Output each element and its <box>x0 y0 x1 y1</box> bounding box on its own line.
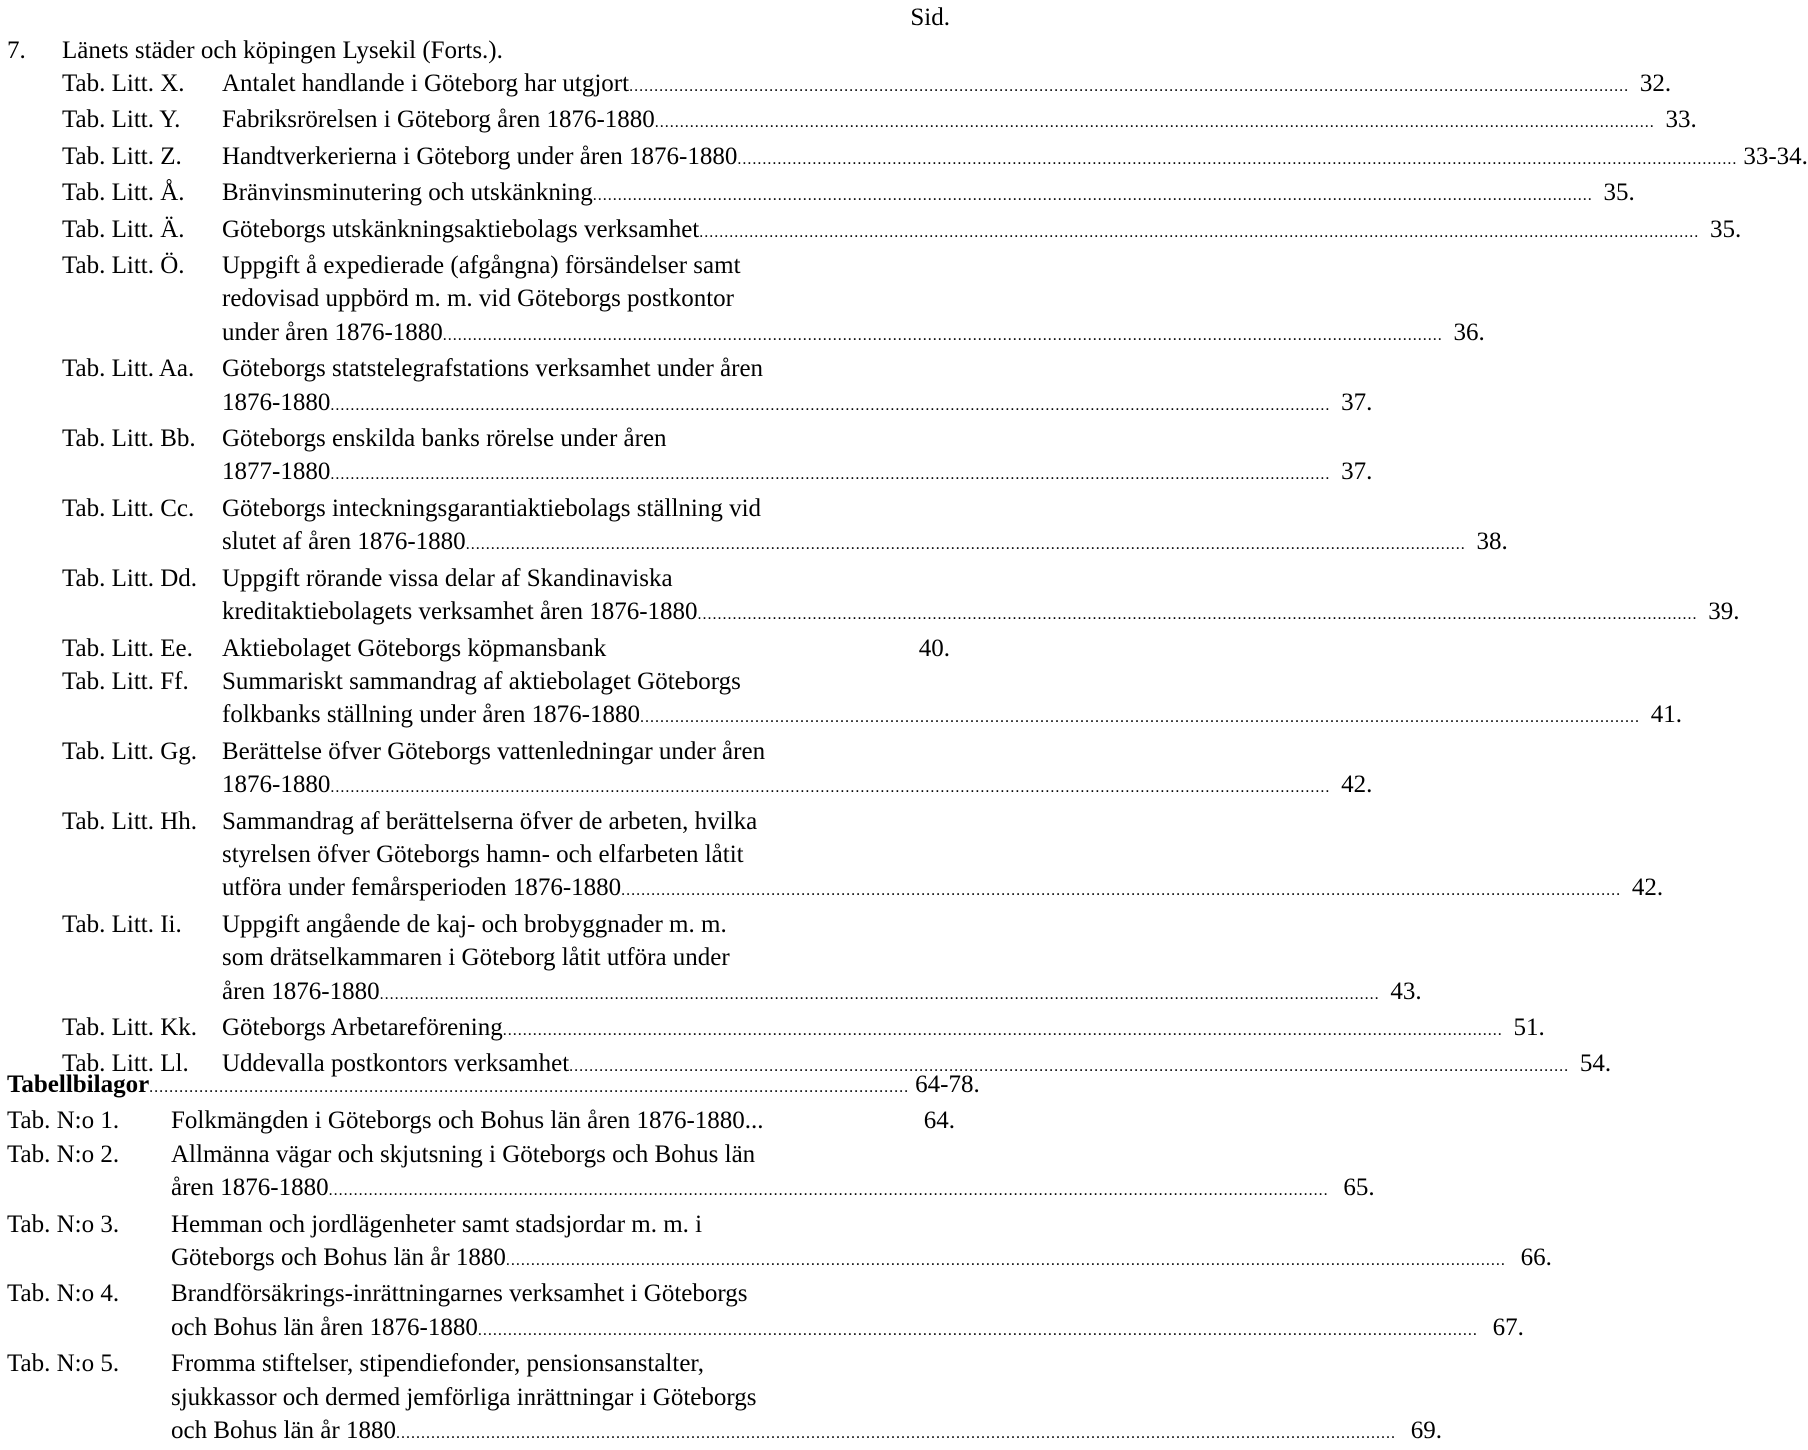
entry-page-number: 66. <box>1520 1244 1552 1272</box>
leader-dots: ........................................................................................................................................................................................................ <box>477 1321 1478 1339</box>
entry-label: Tab. Litt. Aa. <box>62 355 195 383</box>
entry-line-text: utföra under femårsperioden 1876-1880 <box>222 874 622 902</box>
leader-dots: ........................................................................................................................................................................................................ <box>465 536 1466 554</box>
entry-line <box>222 386 1372 422</box>
toc-entry <box>62 213 1742 249</box>
toc-entry <box>62 908 1422 1011</box>
entry-line-text: Göteborgs och Bohus län år 1880 <box>171 1244 506 1272</box>
toc-entry <box>62 562 1740 632</box>
toc-entry <box>62 67 1672 103</box>
leader-dots: ........................................................................................................................................................................................................ <box>621 882 1622 900</box>
entry-label: Tab. N:o 4. <box>7 1280 120 1308</box>
entry-label: Tab. Litt. Y. <box>62 106 181 134</box>
entry-page-number: 37. <box>1341 388 1373 416</box>
entry-line <box>222 698 1682 734</box>
entry-label: Tab. N:o 5. <box>7 1350 120 1378</box>
entry-line <box>171 1277 1524 1310</box>
entry-line-text: Göteborgs Arbetareförening <box>222 1013 503 1041</box>
toc-entry <box>7 1104 955 1137</box>
entry-text <box>171 1208 1552 1278</box>
entry-text <box>222 213 1741 249</box>
entry-line <box>222 249 1485 282</box>
section-title: Länets städer och köpingen Lysekil (Forts.). <box>62 37 503 64</box>
entry-text <box>222 632 950 665</box>
leader-dots: ........................................................................................................................................................................................................ <box>395 1425 1396 1443</box>
entry-text <box>222 805 1663 908</box>
toc-entry <box>62 422 1373 492</box>
entry-line-text: Hemman och jordlägenheter samt stadsjordar m. m. i <box>171 1210 703 1238</box>
entry-line <box>222 455 1372 491</box>
entry-line-text: Uppgift å expedierade (afgångna) försändelser samt <box>222 252 741 280</box>
entry-line <box>171 1381 1442 1414</box>
entry-line <box>222 735 1372 768</box>
entry-line <box>222 213 1741 249</box>
entry-line <box>171 1311 1524 1347</box>
entry-page-number: 69. <box>1410 1417 1442 1445</box>
entry-line <box>222 67 1671 103</box>
table-of-contents <box>62 67 1808 1084</box>
entry-text <box>222 735 1372 805</box>
leader-dots: ........................................................................................................................................................................................................ <box>697 606 1698 624</box>
entry-label: Tab. Litt. Kk. <box>62 1013 198 1041</box>
entry-line <box>222 103 1697 139</box>
entry-line-text: 1876-1880 <box>222 388 331 416</box>
entry-label: Tab. Litt. Å. <box>62 179 185 207</box>
entry-page-number: 64. <box>923 1107 955 1135</box>
entry-line-text: Antalet handlande i Göteborg har utgjort <box>222 70 630 97</box>
entry-line <box>222 838 1663 871</box>
entry-text <box>222 249 1485 352</box>
entry-line <box>171 1241 1552 1277</box>
entry-line <box>222 1011 1545 1047</box>
toc-entry <box>62 103 1697 139</box>
entry-text <box>222 176 1635 212</box>
leader-dots: ........................................................................................................................................................................................................ <box>505 1252 1506 1270</box>
leader-dots: ........................................................................................................................................................................................................ <box>330 466 1331 484</box>
entry-line <box>222 805 1663 838</box>
toc-entry <box>62 492 1508 562</box>
entry-page-number: 35. <box>1709 215 1742 243</box>
tabellbilagor-title: Tabellbilagor <box>7 1071 150 1098</box>
entry-line-text: Aktiebolaget Göteborgs köpmansbank <box>222 634 607 662</box>
entry-line-text: Uddevalla postkontors verksamhet <box>222 1050 570 1078</box>
entry-label: Tab. Litt. Cc. <box>62 494 195 522</box>
entry-line <box>171 1171 1375 1207</box>
entry-line <box>222 871 1663 907</box>
entry-line <box>222 908 1422 941</box>
entry-line-text: Göteborgs statstelegrafstations verksamhet under åren <box>222 355 764 383</box>
tabellbilagor-heading <box>7 1068 980 1104</box>
entry-line-text: Göteborgs enskilda banks rörelse under åren <box>222 425 667 453</box>
toc-entry <box>62 176 1635 212</box>
entry-line-text: Uppgift angående de kaj- och brobyggnader m. m. <box>222 910 727 938</box>
entry-text <box>171 1138 1375 1208</box>
entry-line <box>222 492 1508 525</box>
entry-label: Tab. Litt. Ö. <box>62 252 185 280</box>
entry-line-text: redovisad uppbörd m. m. vid Göteborgs postkontor <box>222 285 734 313</box>
entry-line <box>222 975 1422 1011</box>
entry-line-text: 1877-1880 <box>222 458 331 486</box>
entry-page-number: 67. <box>1492 1313 1524 1341</box>
entry-line-text: under åren 1876-1880 <box>222 318 443 346</box>
entry-label: Tab. Litt. Ä. <box>62 215 185 243</box>
entry-page-number: 38. <box>1476 528 1508 556</box>
entry-line-text: åren 1876-1880 <box>171 1174 329 1202</box>
entry-line-text: Handtverkerierna i Göteborg under åren 1876-1880 <box>222 142 738 170</box>
entry-page-number: 51. <box>1513 1013 1545 1041</box>
entry-line-text: slutet af åren 1876-1880 <box>222 528 466 556</box>
toc-entry <box>62 735 1373 805</box>
entry-label: Tab. Litt. Gg. <box>62 737 198 765</box>
entry-page-number: 39. <box>1708 598 1740 626</box>
entry-line <box>171 1347 1442 1380</box>
entry-line <box>171 1414 1442 1450</box>
entry-line-text: Folkmängden i Göteborgs och Bohus län åren 1876-1880... <box>171 1107 764 1135</box>
entry-text <box>171 1277 1524 1347</box>
entry-text <box>222 562 1740 632</box>
leader-dots: ........................................................................................................................................................................................................ <box>330 396 1331 414</box>
leader-dots: ........................................................................................................................................................................................................ <box>442 326 1443 344</box>
entry-line-text: Fabriksrörelsen i Göteborg åren 1876-1880 <box>222 106 655 134</box>
entry-text <box>222 1011 1545 1047</box>
entry-label: Tab. N:o 3. <box>7 1210 120 1238</box>
entry-line-text: Fromma stiftelser, stipendiefonder, pensionsanstalter, <box>171 1350 704 1378</box>
leader-dots: ........................................................................................................................................................................................................ <box>639 709 1640 727</box>
entry-line-text: åren 1876-1880 <box>222 977 380 1005</box>
entry-line-text: Summariskt sammandrag af aktiebolaget Göteborgs <box>222 667 741 695</box>
leader-dots: ........................................................................................................................................................................................................ <box>328 1182 1329 1200</box>
entry-line <box>222 941 1422 974</box>
tabellbilagor-list <box>7 1104 1552 1450</box>
entry-label: Tab. Litt. Ii. <box>62 910 182 938</box>
toc-entry <box>62 1011 1545 1047</box>
entry-page-number: 54. <box>1579 1050 1612 1078</box>
entry-line <box>222 176 1635 212</box>
entry-label: Tab. N:o 2. <box>7 1140 120 1168</box>
entry-line-text: Uppgift rörande vissa delar af Skandinaviska <box>222 564 673 592</box>
entry-label: Tab. Litt. Bb. <box>62 425 196 453</box>
entry-page-number: 65. <box>1343 1174 1375 1202</box>
entry-line <box>222 632 950 665</box>
entry-label: Tab. Litt. Ll. <box>62 1050 189 1078</box>
entry-line-text: kreditaktiebolagets verksamhet åren 1876-1880 <box>222 598 698 626</box>
entry-line <box>222 282 1485 315</box>
entry-text <box>222 665 1682 735</box>
entry-text <box>222 908 1422 1011</box>
entry-text <box>222 352 1372 422</box>
entry-line-text: och Bohus län år 1880 <box>171 1417 396 1445</box>
entry-line <box>222 595 1740 631</box>
entry-label: Tab. Litt. Hh. <box>62 807 198 835</box>
entry-line <box>222 525 1508 561</box>
entry-line-text: Göteborgs utskänkningsaktiebolags verksamhet <box>222 215 700 243</box>
entry-line-text: sjukkassor och dermed jemförliga inrättningar i Göteborgs <box>171 1383 757 1411</box>
entry-text <box>222 422 1372 492</box>
toc-entry <box>62 352 1373 422</box>
entry-page-number: 42. <box>1341 771 1373 799</box>
entry-page-number: 35. <box>1603 179 1635 207</box>
entry-label: Tab. Litt. Ff. <box>62 667 189 695</box>
entry-line-text: och Bohus län åren 1876-1880 <box>171 1313 478 1341</box>
entry-line-text: styrelsen öfver Göteborgs hamn- och elfarbeten låtit <box>222 840 744 868</box>
entry-page-number: 41. <box>1650 701 1682 729</box>
entry-page-number: 33-34. <box>1743 142 1808 170</box>
entry-line <box>222 316 1485 352</box>
page-column-header: Sid. <box>910 4 950 31</box>
entry-label: Tab. Litt. Z. <box>62 142 182 170</box>
entry-line-text: 1876-1880 <box>222 771 331 799</box>
entry-page-number: 40. <box>918 634 950 662</box>
toc-entry <box>62 805 1664 908</box>
entry-line-text: Göteborgs inteckningsgarantiaktiebolags ställning vid <box>222 494 762 522</box>
leader-dots: ........................................................................................................................................................................................................ <box>379 985 1380 1003</box>
toc-entry <box>62 665 1682 735</box>
toc-entry <box>62 140 1808 176</box>
toc-entry <box>62 632 950 665</box>
leader-dots: ........................................................................................................................................................ <box>149 1079 910 1096</box>
leader-dots: ........................................................................................................................................................................................................ <box>502 1021 1503 1039</box>
entry-text <box>222 140 1808 176</box>
toc-entry <box>7 1277 1524 1347</box>
entry-text <box>222 103 1697 139</box>
entry-line <box>222 665 1682 698</box>
toc-entry <box>7 1208 1552 1278</box>
entry-text <box>171 1347 1442 1450</box>
entry-line-text: Bränvinsminutering och utskänkning <box>222 179 593 207</box>
entry-label: Tab. N:o 1. <box>7 1107 120 1135</box>
leader-dots: ........................................................................................................................................................................................................ <box>629 78 1630 95</box>
entry-label: Tab. Litt. Dd. <box>62 564 198 592</box>
tabellbilagor-section <box>7 1068 1552 1450</box>
entry-label: Tab. Litt. X. <box>62 70 185 97</box>
entry-text <box>222 492 1508 562</box>
entry-line-text: Brandförsäkrings-inrättningarnes verksamhet i Göteborgs <box>171 1280 748 1308</box>
entry-text <box>171 1104 955 1137</box>
entry-line <box>222 140 1808 176</box>
entry-line-text: Sammandrag af berättelserna öfver de arbeten, hvilka <box>222 807 758 835</box>
entry-line <box>222 422 1372 455</box>
entry-line <box>171 1104 955 1137</box>
entry-line <box>222 562 1740 595</box>
leader-dots: ........................................................................................................................................................................................................ <box>569 1058 1570 1076</box>
entry-line-text: Allmänna vägar och skjutsning i Göteborgs och Bohus län <box>171 1140 756 1168</box>
leader-dots: ........................................................................................................................................................................................................ <box>699 223 1700 241</box>
entry-page-number: 36. <box>1453 318 1485 346</box>
entry-page-number: 43. <box>1390 977 1422 1005</box>
section-number: 7. <box>7 37 26 64</box>
entry-page-number: 32. <box>1639 70 1672 97</box>
leader-dots: ........................................................................................................................................................................................................ <box>654 114 1655 132</box>
entry-page-number: 33. <box>1665 106 1697 134</box>
toc-entry <box>7 1347 1442 1450</box>
leader-dots: ........................................................................................................................................................................................................ <box>592 187 1593 205</box>
entry-line-text: folkbanks ställning under åren 1876-1880 <box>222 701 640 729</box>
entry-text <box>222 67 1671 103</box>
entry-line-text: Berättelse öfver Göteborgs vattenledningar under åren <box>222 737 766 765</box>
leader-dots: ........................................................................................................................................................................................................ <box>330 779 1331 797</box>
entry-page-number: 37. <box>1341 458 1373 486</box>
entry-line <box>222 352 1372 385</box>
entry-label: Tab. Litt. Ee. <box>62 634 193 662</box>
toc-entry <box>7 1138 1375 1208</box>
entry-page-number: 42. <box>1631 874 1664 902</box>
leader-dots: ........................................................................................................................................................................................................ <box>737 150 1738 168</box>
entry-line <box>171 1138 1375 1171</box>
entry-line <box>222 768 1372 804</box>
entry-line-text: som drätselkammaren i Göteborg låtit utföra under <box>222 944 730 972</box>
toc-entry <box>62 249 1485 352</box>
tabellbilagor-page: 64-78. <box>915 1071 980 1098</box>
entry-line <box>171 1208 1552 1241</box>
